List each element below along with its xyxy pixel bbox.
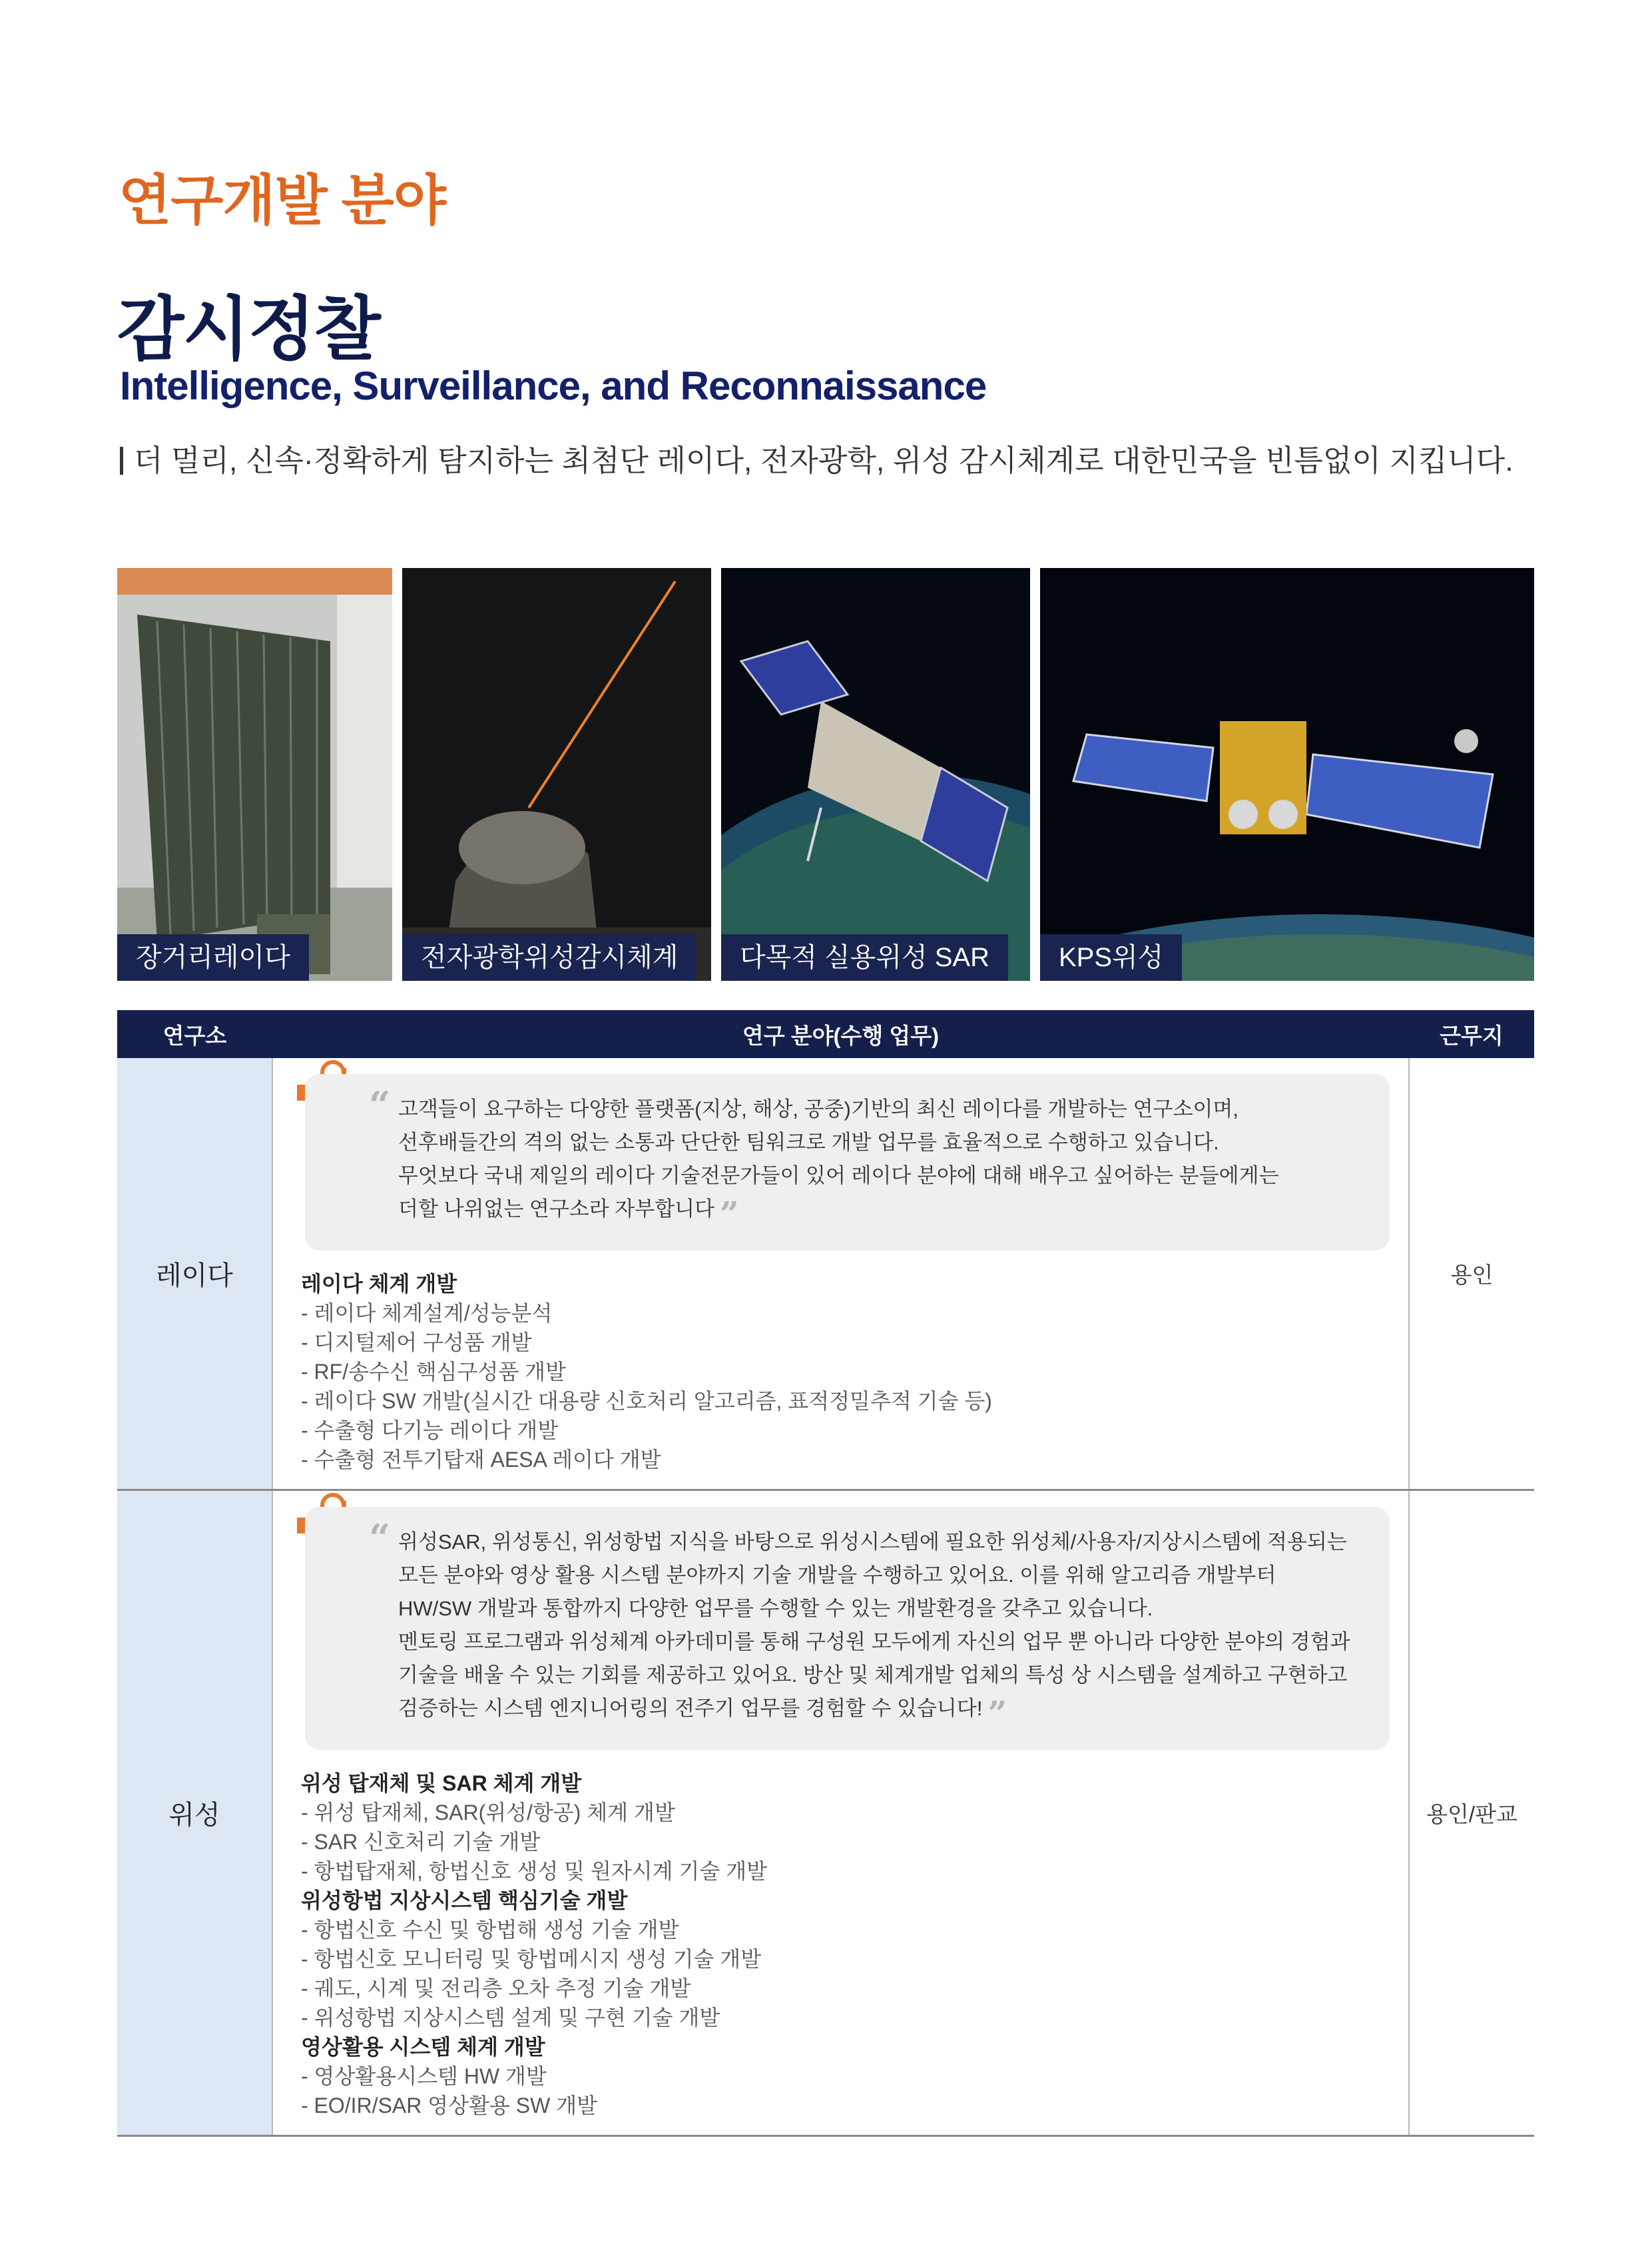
list-item: - RF/송수신 핵심구성품 개발 xyxy=(301,1360,566,1384)
list-item: - 궤도, 시계 및 전리층 오차 추정 기술 개발 xyxy=(301,1976,691,2000)
research-details xyxy=(294,1269,1390,1474)
lab-name: 레이다 xyxy=(117,1058,272,1490)
photo-caption: 다목적 실용위성 SAR xyxy=(721,934,1008,981)
photo-sar-satellite xyxy=(721,568,1030,981)
quote-line-text: 더할 나위없는 연구소라 자부합니다 xyxy=(398,1197,715,1221)
page-title: 감시정찰 xyxy=(117,291,380,368)
quote-line: 선후배들간의 격의 없는 소통과 단단한 팀워크로 개발 업무를 효율적으로 수행하고 있습니다. xyxy=(398,1131,1219,1154)
photo-caption: 전자광학위성감시체계 xyxy=(402,934,696,981)
quote-line: 멘토링 프로그램과 위성체계 아카데미를 통해 구성원 모두에게 자신의 업무 뿐 아니라 다양한 분야의 경험과 xyxy=(398,1630,1350,1653)
list-item: - EO/IR/SAR 영상활용 SW 개발 xyxy=(301,2094,598,2117)
table-row-satellite xyxy=(117,1490,1534,2136)
quote-line: 무엇보다 국내 제일의 레이다 기술전문가들이 있어 레이다 분야에 대해 배우고 싶어하는 분들에게는 xyxy=(398,1164,1279,1187)
quote-line: 기술을 배울 수 있는 기회를 제공하고 있어요. 방산 및 체계개발 업체의 특성 상 시스템을 설계하고 구현하고 xyxy=(398,1663,1348,1687)
research-details xyxy=(294,1769,1390,2120)
kps-satellite-illustration xyxy=(1040,568,1534,981)
lab-quote xyxy=(294,1507,1390,1750)
quote-line: 위성SAR, 위성통신, 위성항법 지식을 바탕으로 위성시스템에 필요한 위성체/사용자/지상시스템에 적용되는 xyxy=(398,1530,1347,1553)
work-location: 용인 xyxy=(1409,1058,1534,1490)
group-heading: 영상활용 시스템 체계 개발 xyxy=(301,2035,545,2059)
close-quote-icon: ” xyxy=(720,1194,739,1233)
work-location: 용인/판교 xyxy=(1409,1490,1534,2136)
photo-kps-satellite xyxy=(1040,568,1534,981)
list-item: - 레이다 체계설계/성능분석 xyxy=(301,1301,553,1325)
header-lab: 연구소 xyxy=(117,1010,272,1058)
list-item: - 수출형 다기능 레이다 개발 xyxy=(301,1418,559,1442)
lab-name: 위성 xyxy=(117,1490,272,2136)
table-row-radar xyxy=(117,1058,1534,1490)
group-heading: 레이다 체계 개발 xyxy=(301,1272,457,1296)
radar-illustration xyxy=(117,568,392,981)
quote-box xyxy=(305,1074,1390,1251)
list-item: - 레이다 SW 개발(실시간 대용량 신호처리 알고리즘, 표적정밀추적 기술 등) xyxy=(301,1389,992,1413)
list-item: - 수출형 전투기탑재 AESA 레이다 개발 xyxy=(301,1448,661,1472)
quote-line xyxy=(398,1692,1363,1733)
quote-line xyxy=(398,1193,1363,1231)
laser-observatory-illustration xyxy=(402,568,711,981)
sar-satellite-illustration xyxy=(721,568,1030,981)
table-header-row xyxy=(117,1010,1534,1058)
quote-line: 고객들이 요구하는 다양한 플랫폼(지상, 해상, 공중)기반의 최신 레이다를 개발하는 연구소이며, xyxy=(398,1097,1239,1121)
list-item: - 위성항법 지상시스템 설계 및 구현 기술 개발 xyxy=(301,2006,720,2030)
quote-line: HW/SW 개발과 통합까지 다양한 업무를 수행할 수 있는 개발환경을 갖추고 있습니다. xyxy=(398,1597,1153,1620)
photo-long-range-radar xyxy=(117,568,392,981)
quote-box xyxy=(305,1507,1390,1750)
work-cell xyxy=(272,1490,1409,2136)
quote-line: 모든 분야와 영상 활용 시스템 분야까지 기술 개발을 수행하고 있어요. 이를 위해 알고리즘 개발부터 xyxy=(398,1563,1276,1587)
list-item: - 항법탑재체, 항법신호 생성 및 원자시계 기술 개발 xyxy=(301,1859,768,1883)
page-subtitle: Intelligence, Surveillance, and Reconnaissance xyxy=(120,364,987,408)
list-item: - 디지털제어 구성품 개발 xyxy=(301,1330,532,1354)
lab-quote xyxy=(294,1074,1390,1251)
photo-caption: 장거리레이다 xyxy=(117,934,309,981)
header-field: 연구 분야(수행 업무) xyxy=(272,1010,1409,1058)
group-heading: 위성항법 지상시스템 핵심기술 개발 xyxy=(301,1888,628,1912)
lead-bar xyxy=(120,447,123,475)
list-item: - 항법신호 모니터링 및 항법메시지 생성 기술 개발 xyxy=(301,1947,762,1971)
research-table xyxy=(117,1010,1534,2137)
photo-electro-optical xyxy=(402,568,711,981)
section-label: 연구개발 분야 xyxy=(119,170,446,231)
lead-sentence: 더 멀리, 신속·정확하게 탐지하는 최첨단 레이다, 전자광학, 위성 감시체계로 대한민국을 빈틈없이 지킵니다. xyxy=(134,443,1514,477)
list-item: - SAR 신호처리 기술 개발 xyxy=(301,1830,541,1854)
work-cell xyxy=(272,1058,1409,1490)
lead-text xyxy=(120,436,1514,479)
list-item: - 영상활용시스템 HW 개발 xyxy=(301,2064,547,2088)
group-heading: 위성 탑재체 및 SAR 체계 개발 xyxy=(301,1771,582,1795)
close-quote-icon: ” xyxy=(987,1693,1007,1733)
photo-caption: KPS위성 xyxy=(1040,934,1182,981)
header-location: 근무지 xyxy=(1409,1010,1534,1058)
quote-line-text: 검증하는 시스템 엔지니어링의 전주기 업무를 경험할 수 있습니다! xyxy=(398,1697,983,1720)
open-quote-icon: “ xyxy=(369,1083,391,1127)
list-item: - 항법신호 수신 및 항법해 생성 기술 개발 xyxy=(301,1918,679,1942)
open-quote-icon: “ xyxy=(369,1516,391,1560)
list-item: - 위성 탑재체, SAR(위성/항공) 체계 개발 xyxy=(301,1801,675,1824)
